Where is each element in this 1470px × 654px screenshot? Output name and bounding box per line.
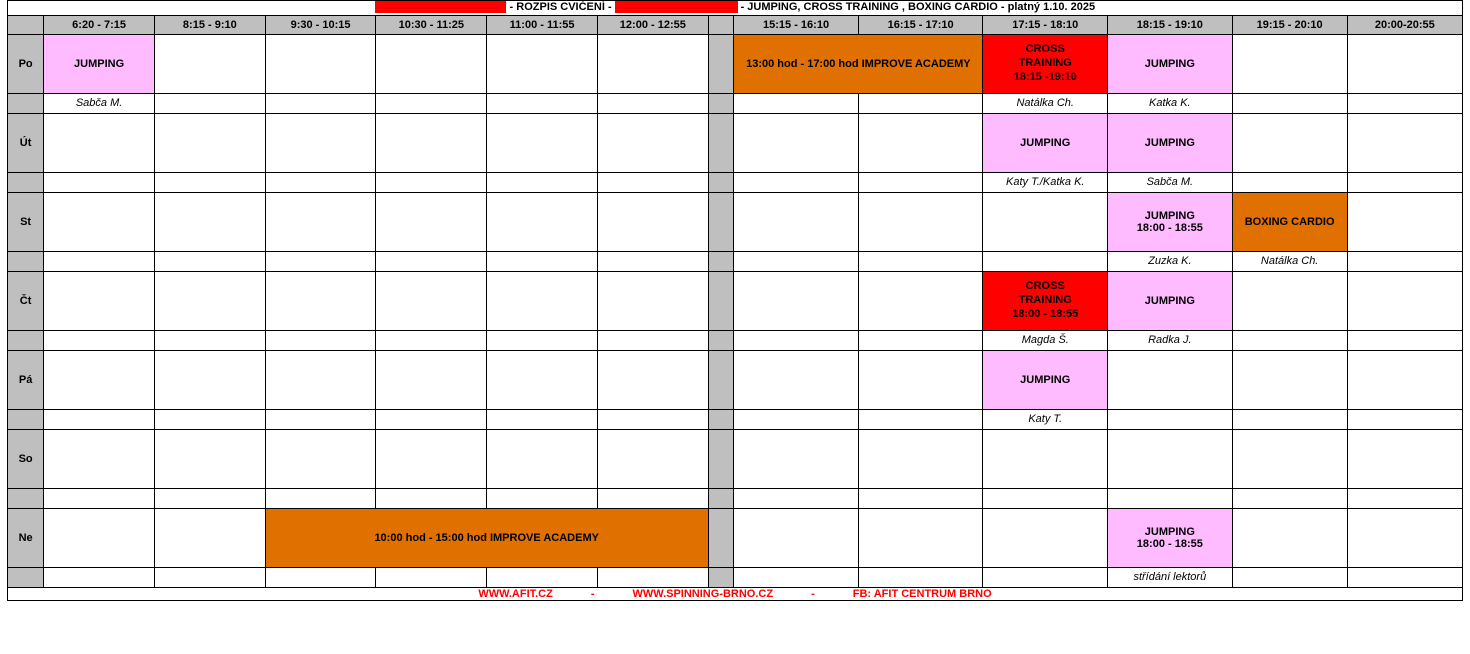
col-header-7: 16:15 - 17:10 [858, 15, 983, 34]
footer-site-spinning[interactable]: WWW.SPINNING-BRNO.CZ [632, 587, 774, 600]
instructor-monday-11 [1347, 93, 1462, 113]
instructor-monday-jumping-2: Katka K. [1108, 93, 1233, 113]
footer-site-afit[interactable]: WWW.AFIT.CZ [478, 587, 553, 600]
cell-monday-1[interactable] [154, 34, 265, 93]
instructor-saturday-8 [983, 488, 1108, 508]
cell-sunday-7[interactable] [858, 508, 983, 567]
cell-friday-6[interactable] [734, 350, 859, 409]
col-header-10: 19:15 - 20:10 [1232, 15, 1347, 34]
instructor-tuesday-3 [376, 172, 487, 192]
instructor-tuesday-11 [1347, 172, 1462, 192]
title-row [8, 1, 1463, 16]
spacer-wednesday-names [708, 251, 734, 271]
event-monday-cross-line1: CROSS [1025, 43, 1065, 56]
cell-tuesday-10[interactable] [1232, 113, 1347, 172]
day-label-wednesday: St [8, 192, 44, 251]
spacer-friday-names [708, 409, 734, 429]
cell-monday-3[interactable] [376, 34, 487, 93]
cell-thursday-11[interactable] [1347, 271, 1462, 330]
instructor-friday-6 [734, 409, 859, 429]
col-header-9: 18:15 - 19:10 [1108, 15, 1233, 34]
column-header-row [8, 15, 1463, 34]
instructor-thursday-4 [487, 330, 598, 350]
instructor-thursday-10 [1232, 330, 1347, 350]
cell-friday-7[interactable] [858, 350, 983, 409]
event-sunday-jumping-line1: JUMPING [1144, 525, 1195, 538]
instructor-friday-5 [597, 409, 708, 429]
event-sunday-improve-academy[interactable]: 10:00 hod - 15:00 hod IMPROVE ACADEMY [265, 508, 708, 567]
instructor-monday-jumping: Sabča M. [44, 93, 155, 113]
day-label-thursday: Čt [8, 271, 44, 330]
cell-saturday-11[interactable] [1347, 429, 1462, 488]
day-label-monday: Po [8, 34, 44, 93]
col-header-6: 15:15 - 16:10 [734, 15, 859, 34]
instructor-saturday-0 [44, 488, 155, 508]
col-header-3: 10:30 - 11:25 [376, 15, 487, 34]
row-monday [8, 34, 1463, 93]
instructor-monday-5 [597, 93, 708, 113]
instructor-saturday-9 [1108, 488, 1233, 508]
instructor-thursday-cross: Magda Š. [983, 330, 1108, 350]
cell-tuesday-6[interactable] [734, 113, 859, 172]
instructor-friday-2 [265, 409, 376, 429]
footer-facebook[interactable]: FB: AFIT CENTRUM BRNO [852, 587, 992, 600]
cell-thursday-10[interactable] [1232, 271, 1347, 330]
cell-sunday-0[interactable] [44, 508, 155, 567]
instructor-tuesday-10 [1232, 172, 1347, 192]
cell-saturday-8[interactable] [983, 429, 1108, 488]
instructor-monday-7 [858, 93, 983, 113]
instructor-thursday-3 [376, 330, 487, 350]
instructor-sunday-1 [154, 567, 265, 587]
instructor-sunday-2 [265, 567, 376, 587]
row-wednesday [8, 192, 1463, 251]
cell-tuesday-3[interactable] [376, 113, 487, 172]
cell-friday-4[interactable] [487, 350, 598, 409]
cell-wednesday-1[interactable] [154, 192, 265, 251]
cell-tuesday-4[interactable] [487, 113, 598, 172]
event-thursday-cross-line2: TRAINING [1018, 293, 1072, 306]
day-label-friday: Pá [8, 350, 44, 409]
cell-wednesday-8[interactable] [983, 192, 1108, 251]
row-thursday-instructors [8, 330, 1463, 350]
cell-tuesday-5[interactable] [597, 113, 708, 172]
cell-monday-10[interactable] [1232, 34, 1347, 93]
spacer-thursday-names [708, 330, 734, 350]
day-spacer-thursday [8, 330, 44, 350]
cell-friday-1[interactable] [154, 350, 265, 409]
instructor-sunday-0 [44, 567, 155, 587]
instructor-thursday-6 [734, 330, 859, 350]
row-tuesday [8, 113, 1463, 172]
day-label-saturday: So [8, 429, 44, 488]
instructor-friday-jumping: Katy T. [983, 409, 1108, 429]
cell-saturday-7[interactable] [858, 429, 983, 488]
instructor-tuesday-jumping-1: Katy T./Katka K. [983, 172, 1108, 192]
cell-saturday-10[interactable] [1232, 429, 1347, 488]
instructor-wednesday-jumping: Zuzka K. [1108, 251, 1233, 271]
cell-wednesday-4[interactable] [487, 192, 598, 251]
day-label-sunday: Ne [8, 508, 44, 567]
instructor-saturday-2 [265, 488, 376, 508]
cell-thursday-4[interactable] [487, 271, 598, 330]
instructor-monday-2 [265, 93, 376, 113]
instructor-thursday-11 [1347, 330, 1462, 350]
cell-sunday-10[interactable] [1232, 508, 1347, 567]
cell-friday-10[interactable] [1232, 350, 1347, 409]
spacer-wednesday [708, 192, 734, 251]
event-thursday-jumping[interactable]: JUMPING [1108, 271, 1233, 330]
instructor-sunday-10 [1232, 567, 1347, 587]
instructor-thursday-5 [597, 330, 708, 350]
instructor-sunday-8 [983, 567, 1108, 587]
instructor-sunday-11 [1347, 567, 1462, 587]
cell-sunday-8[interactable] [983, 508, 1108, 567]
event-monday-jumping-2[interactable]: JUMPING [1108, 34, 1233, 93]
instructor-wednesday-1 [154, 251, 265, 271]
row-saturday [8, 429, 1463, 488]
cell-friday-11[interactable] [1347, 350, 1462, 409]
spacer-sunday [708, 508, 734, 567]
instructor-monday-1 [154, 93, 265, 113]
col-header-4: 11:00 - 11:55 [487, 15, 598, 34]
instructor-wednesday-11 [1347, 251, 1462, 271]
instructor-monday-4 [487, 93, 598, 113]
instructor-saturday-1 [154, 488, 265, 508]
instructor-friday-7 [858, 409, 983, 429]
cell-sunday-6[interactable] [734, 508, 859, 567]
event-monday-cross-line2: TRAINING [1018, 56, 1072, 69]
instructor-tuesday-2 [265, 172, 376, 192]
spacer-saturday-names [708, 488, 734, 508]
row-sunday-instructors [8, 567, 1463, 587]
instructor-thursday-7 [858, 330, 983, 350]
event-sunday-jumping-line2: 18:00 - 18:55 [1136, 537, 1203, 550]
instructor-tuesday-0 [44, 172, 155, 192]
day-spacer-wednesday [8, 251, 44, 271]
page-title [8, 1, 1463, 16]
corner-cell [8, 15, 44, 34]
event-thursday-cross-line1: CROSS [1025, 280, 1065, 293]
spacer-tuesday-names [708, 172, 734, 192]
row-friday [8, 350, 1463, 409]
cell-wednesday-3[interactable] [376, 192, 487, 251]
spacer-monday [708, 34, 734, 93]
instructor-monday-6 [734, 93, 859, 113]
cell-thursday-3[interactable] [376, 271, 487, 330]
instructor-thursday-2 [265, 330, 376, 350]
instructor-sunday-5 [597, 567, 708, 587]
event-friday-jumping[interactable]: JUMPING [983, 350, 1108, 409]
day-spacer-friday [8, 409, 44, 429]
cell-friday-2[interactable] [265, 350, 376, 409]
title-part-3: PERFORMANCE ZONE. [614, 1, 738, 13]
spacer-thursday [708, 271, 734, 330]
spacer-saturday [708, 429, 734, 488]
col-header-5: 12:00 - 12:55 [597, 15, 708, 34]
instructor-wednesday-8 [983, 251, 1108, 271]
spacer-column-header [708, 15, 734, 34]
instructor-tuesday-5 [597, 172, 708, 192]
instructor-friday-1 [154, 409, 265, 429]
instructor-friday-11 [1347, 409, 1462, 429]
col-header-0: 6:20 - 7:15 [44, 15, 155, 34]
day-spacer-sunday [8, 567, 44, 587]
cell-thursday-7[interactable] [858, 271, 983, 330]
event-monday-cross-line3: 18:15 -19:10 [1013, 70, 1077, 83]
cell-monday-11[interactable] [1347, 34, 1462, 93]
col-header-11: 20:00-20:55 [1347, 15, 1462, 34]
instructor-tuesday-6 [734, 172, 859, 192]
instructor-wednesday-5 [597, 251, 708, 271]
instructor-wednesday-boxing: Natálka Ch. [1232, 251, 1347, 271]
instructor-monday-cross: Natálka Ch. [983, 93, 1108, 113]
instructor-sunday-3 [376, 567, 487, 587]
instructor-friday-4 [487, 409, 598, 429]
instructor-saturday-3 [376, 488, 487, 508]
day-label-tuesday: Út [8, 113, 44, 172]
cell-friday-0[interactable] [44, 350, 155, 409]
event-thursday-cross-training[interactable] [983, 271, 1108, 330]
instructor-sunday-4 [487, 567, 598, 587]
day-spacer-monday [8, 93, 44, 113]
instructor-tuesday-1 [154, 172, 265, 192]
cell-monday-2[interactable] [265, 34, 376, 93]
cell-saturday-4[interactable] [487, 429, 598, 488]
cell-monday-5[interactable] [597, 34, 708, 93]
instructor-saturday-5 [597, 488, 708, 508]
day-spacer-tuesday [8, 172, 44, 192]
cell-wednesday-7[interactable] [858, 192, 983, 251]
cell-wednesday-6[interactable] [734, 192, 859, 251]
instructor-wednesday-6 [734, 251, 859, 271]
row-thursday [8, 271, 1463, 330]
instructor-wednesday-4 [487, 251, 598, 271]
instructor-friday-0 [44, 409, 155, 429]
instructor-wednesday-3 [376, 251, 487, 271]
instructor-wednesday-7 [858, 251, 983, 271]
event-monday-improve-academy[interactable]: 13:00 hod - 17:00 hod IMPROVE ACADEMY [734, 34, 983, 93]
day-spacer-saturday [8, 488, 44, 508]
instructor-wednesday-0 [44, 251, 155, 271]
event-tuesday-jumping-2[interactable]: JUMPING [1108, 113, 1233, 172]
cell-monday-4[interactable] [487, 34, 598, 93]
instructor-monday-3 [376, 93, 487, 113]
cell-tuesday-1[interactable] [154, 113, 265, 172]
spacer-friday [708, 350, 734, 409]
row-saturday-instructors [8, 488, 1463, 508]
row-wednesday-instructors [8, 251, 1463, 271]
instructor-monday-10 [1232, 93, 1347, 113]
event-tuesday-jumping-1[interactable]: JUMPING [983, 113, 1108, 172]
spacer-monday-names [708, 93, 734, 113]
instructor-sunday-6 [734, 567, 859, 587]
cell-saturday-3[interactable] [376, 429, 487, 488]
cell-saturday-1[interactable] [154, 429, 265, 488]
title-part-2: - ROZPIS CVIČENÍ - [506, 1, 615, 13]
cell-thursday-6[interactable] [734, 271, 859, 330]
footer-links [8, 587, 1463, 600]
cell-wednesday-0[interactable] [44, 192, 155, 251]
instructor-friday-3 [376, 409, 487, 429]
event-monday-jumping[interactable]: JUMPING [44, 34, 155, 93]
title-part-4: - JUMPING, CROSS TRAINING , BOXING CARDIO - platný 1.10. 2025 [737, 1, 1096, 13]
footer-row [8, 587, 1463, 600]
instructor-tuesday-4 [487, 172, 598, 192]
cell-wednesday-11[interactable] [1347, 192, 1462, 251]
cell-friday-9[interactable] [1108, 350, 1233, 409]
cell-saturday-5[interactable] [597, 429, 708, 488]
cell-saturday-0[interactable] [44, 429, 155, 488]
spacer-tuesday [708, 113, 734, 172]
instructor-saturday-10 [1232, 488, 1347, 508]
cell-saturday-6[interactable] [734, 429, 859, 488]
cell-tuesday-7[interactable] [858, 113, 983, 172]
event-wednesday-boxing-cardio[interactable]: BOXING CARDIO [1232, 192, 1347, 251]
instructor-sunday-jumping: střídání lektorů [1108, 567, 1233, 587]
cell-friday-5[interactable] [597, 350, 708, 409]
instructor-thursday-jumping: Radka J. [1108, 330, 1233, 350]
instructor-friday-9 [1108, 409, 1233, 429]
footer-dash-1: - [590, 587, 595, 600]
title-part-1: FITNESS CENTRUM AFIT [374, 1, 507, 13]
instructor-saturday-4 [487, 488, 598, 508]
instructor-saturday-6 [734, 488, 859, 508]
instructor-saturday-7 [858, 488, 983, 508]
event-sunday-jumping[interactable] [1108, 508, 1233, 567]
instructor-saturday-11 [1347, 488, 1462, 508]
cell-thursday-1[interactable] [154, 271, 265, 330]
event-wednesday-jumping-line2: 18:00 - 18:55 [1136, 221, 1203, 234]
event-thursday-cross-line3: 18:00 - 18:55 [1012, 307, 1079, 320]
footer-dash-2: - [811, 587, 815, 600]
cell-thursday-5[interactable] [597, 271, 708, 330]
cell-saturday-9[interactable] [1108, 429, 1233, 488]
schedule-table [7, 0, 1463, 601]
cell-wednesday-5[interactable] [597, 192, 708, 251]
cell-thursday-0[interactable] [44, 271, 155, 330]
cell-tuesday-11[interactable] [1347, 113, 1462, 172]
cell-sunday-1[interactable] [154, 508, 265, 567]
cell-tuesday-0[interactable] [44, 113, 155, 172]
instructor-sunday-7 [858, 567, 983, 587]
row-monday-instructors [8, 93, 1463, 113]
instructor-tuesday-jumping-2: Sabča M. [1108, 172, 1233, 192]
cell-sunday-11[interactable] [1347, 508, 1462, 567]
col-header-1: 8:15 - 9:10 [154, 15, 265, 34]
cell-tuesday-2[interactable] [265, 113, 376, 172]
event-wednesday-jumping[interactable] [1108, 192, 1233, 251]
instructor-thursday-0 [44, 330, 155, 350]
row-friday-instructors [8, 409, 1463, 429]
cell-wednesday-2[interactable] [265, 192, 376, 251]
event-wednesday-jumping-line1: JUMPING [1144, 209, 1195, 222]
cell-thursday-2[interactable] [265, 271, 376, 330]
event-monday-cross-training[interactable] [983, 34, 1108, 93]
instructor-wednesday-2 [265, 251, 376, 271]
row-sunday [8, 508, 1463, 567]
cell-saturday-2[interactable] [265, 429, 376, 488]
spacer-sunday-names [708, 567, 734, 587]
instructor-friday-10 [1232, 409, 1347, 429]
instructor-thursday-1 [154, 330, 265, 350]
row-tuesday-instructors [8, 172, 1463, 192]
col-header-2: 9:30 - 10:15 [265, 15, 376, 34]
col-header-8: 17:15 - 18:10 [983, 15, 1108, 34]
cell-friday-3[interactable] [376, 350, 487, 409]
instructor-tuesday-7 [858, 172, 983, 192]
